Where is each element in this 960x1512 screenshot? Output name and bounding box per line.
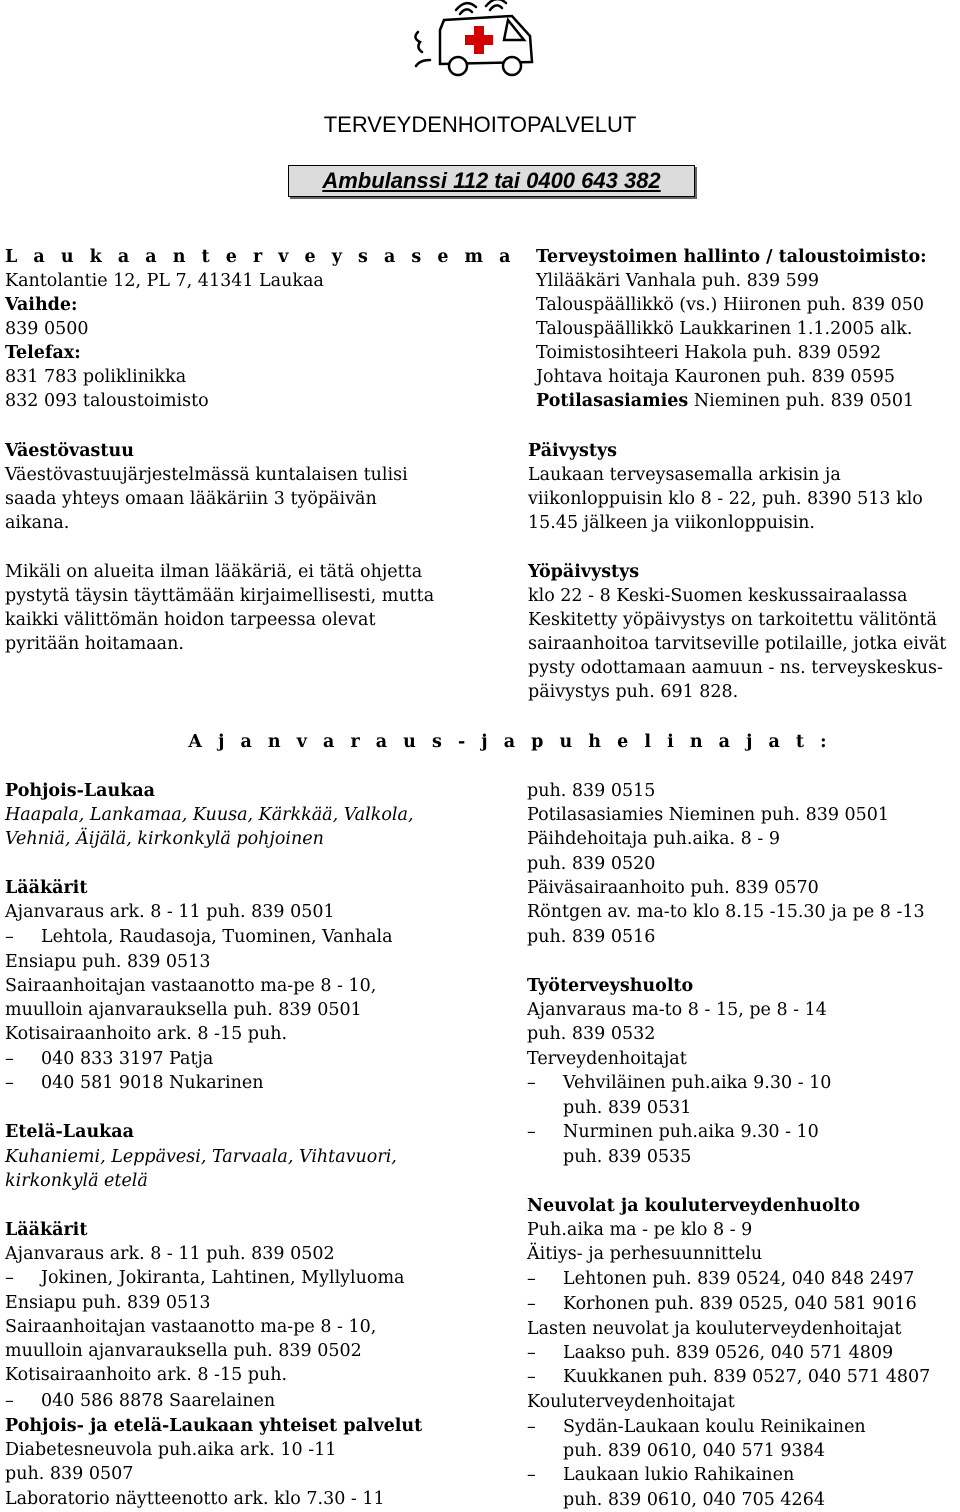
contact-line: Talouspäällikkö Laukkarinen 1.1.2005 alk.: [536, 319, 913, 339]
text-line: 15.45 jälkeen ja viikonloppuisin.: [528, 513, 815, 533]
section-heading: Työterveyshuolto: [527, 976, 694, 996]
subheading: Pohjois- ja etelä-Laukaan yhteiset palvelut: [5, 1416, 423, 1436]
list-item: – Nurminen puh.aika 9.30 - 10: [527, 1122, 819, 1142]
list-item: – 040 833 3197 Patja: [5, 1049, 214, 1069]
ambulance-number-box: Ambulanssi 112 tai 0400 643 382: [288, 165, 695, 197]
text-line: päivystys puh. 691 828.: [528, 682, 739, 702]
contact-detail: Nieminen puh. 839 0501: [688, 391, 915, 411]
contact-line: Toimistosihteeri Hakola puh. 839 0592: [536, 343, 882, 363]
text-line: puh. 839 0535: [563, 1147, 692, 1167]
text-line: kaikki välittömän hoidon tarpeessa olevat: [5, 610, 376, 630]
text-line: puh. 839 0532: [527, 1024, 656, 1044]
text-line: Lasten neuvolat ja kouluterveydenhoitajat: [527, 1319, 902, 1339]
text-line: puh. 839 0520: [527, 854, 656, 874]
dash-bullet: –: [527, 1367, 536, 1387]
label: Telefax:: [5, 343, 81, 363]
top-left-column: [5, 245, 516, 685]
text-line: aikana.: [5, 513, 70, 533]
dash-bullet: –: [5, 1073, 14, 1093]
top-right-column: [528, 245, 956, 705]
dash-bullet: –: [527, 1294, 536, 1314]
text-line: puh. 839 0516: [527, 927, 656, 947]
list-item: – Vehviläinen puh.aika 9.30 - 10: [527, 1073, 832, 1093]
list-item: – Kuukkanen puh. 839 0527, 040 571 4807: [527, 1367, 931, 1387]
text-line: Ajanvaraus ark. 8 - 11 puh. 839 0501: [5, 902, 335, 922]
text-line: Potilasasiamies Nieminen puh. 839 0501: [527, 805, 890, 825]
text-line: saada yhteys omaan lääkäriin 3 työpäivän: [5, 489, 377, 509]
list-item: – Laakso puh. 839 0526, 040 571 4809: [527, 1343, 894, 1363]
text-line: Diabetesneuvola puh.aika ark. 10 -11: [5, 1440, 337, 1460]
list-item: – Korhonen puh. 839 0525, 040 581 9016: [527, 1294, 917, 1314]
text-line: Päiväsairaanhoito puh. 839 0570: [527, 878, 819, 898]
text-line: Terveydenhoitajat: [527, 1049, 687, 1069]
list-item: – Jokinen, Jokiranta, Lahtinen, Myllyluoma: [5, 1268, 405, 1288]
text-line: puh. 839 0515: [527, 781, 656, 801]
bottom-right-column: [527, 779, 957, 1512]
text-line: Ajanvaraus ark. 8 - 11 puh. 839 0502: [5, 1244, 335, 1264]
text-line: Mikäli on alueita ilman lääkäriä, ei tätä ohjetta: [5, 562, 423, 582]
dash-bullet: –: [527, 1269, 536, 1289]
text-line: Kotisairaanhoito ark. 8 -15 puh.: [5, 1365, 288, 1385]
text-line: Väestövastuujärjestelmässä kuntalaisen tulisi: [5, 465, 408, 485]
text-line: Ajanvaraus ma-to 8 - 15, pe 8 - 14: [527, 1000, 827, 1020]
dash-bullet: –: [527, 1417, 536, 1437]
text-line: sairaanhoitoa tarvitseville potilaille, jotka eivät: [528, 634, 947, 654]
section-heading: L a u k a a n t e r v e y s a s e m a: [5, 247, 516, 267]
contact-line: Ylilääkäri Vanhala puh. 839 599: [536, 271, 820, 291]
dash-bullet: –: [527, 1122, 536, 1142]
contact-line: Talouspäällikkö (vs.) Hiironen puh. 839 050: [536, 295, 924, 315]
list-item: – Lehtola, Raudasoja, Tuominen, Vanhala: [5, 927, 393, 947]
fax: 832 093 taloustoimisto: [5, 391, 209, 411]
text-line: Laukaan terveysasemalla arkisin ja: [528, 465, 841, 485]
area-villages: Vehniä, Äijälä, kirkonkylä pohjoinen: [5, 829, 324, 849]
address: Kantolantie 12, PL 7, 41341 Laukaa: [5, 271, 324, 291]
text-line: Sairaanhoitajan vastaanotto ma-pe 8 - 10,: [5, 976, 377, 996]
contact-line: [536, 389, 914, 413]
section-heading: Neuvolat ja kouluterveydenhuolto: [527, 1196, 861, 1216]
dash-bullet: –: [527, 1073, 536, 1093]
section-heading: Päivystys: [528, 441, 617, 461]
dash-bullet: –: [527, 1343, 536, 1363]
bottom-left-column: [5, 779, 475, 1512]
list-item: – 040 586 8878 Saarelainen: [5, 1391, 276, 1411]
text-line: puh. 839 0531: [563, 1098, 692, 1118]
dash-bullet: –: [5, 1268, 14, 1288]
text-line: Puh.aika ma - pe klo 8 - 9: [527, 1220, 753, 1240]
area-villages: Haapala, Lankamaa, Kuusa, Kärkkää, Valkola,: [5, 805, 414, 825]
text-line: Päihdehoitaja puh.aika. 8 - 9: [527, 829, 780, 849]
section-heading: Yöpäivystys: [528, 562, 640, 582]
text-line: Ensiapu puh. 839 0513: [5, 1293, 211, 1313]
text-line: puh. 839 0610, 040 571 9384: [563, 1441, 825, 1461]
area-villages: Kuhaniemi, Leppävesi, Tarvaala, Vihtavuori,: [5, 1147, 397, 1167]
phone: 839 0500: [5, 319, 89, 339]
text-line: Keskitetty yöpäivystys on tarkoitettu välitöntä: [528, 610, 937, 630]
text-line: muulloin ajanvarauksella puh. 839 0502: [5, 1341, 362, 1361]
text-line: muulloin ajanvarauksella puh. 839 0501: [5, 1000, 362, 1020]
dash-bullet: –: [527, 1465, 536, 1485]
text-line: pyritään hoitamaan.: [5, 634, 184, 654]
text-line: Äitiys- ja perhesuunnittelu: [527, 1244, 763, 1264]
list-item: – Sydän-Laukaan koulu Reinikainen: [527, 1417, 866, 1437]
contact-line: Johtava hoitaja Kauronen puh. 839 0595: [536, 367, 895, 387]
list-item: – 040 581 9018 Nukarinen: [5, 1073, 264, 1093]
text-line: Sairaanhoitajan vastaanotto ma-pe 8 - 10,: [5, 1317, 377, 1337]
list-item: – Lehtonen puh. 839 0524, 040 848 2497: [527, 1269, 915, 1289]
subheading: Lääkärit: [5, 1220, 88, 1240]
label: Potilasasiamies: [536, 391, 689, 411]
fax: 831 783 poliklinikka: [5, 367, 187, 387]
area-heading: Etelä-Laukaa: [5, 1122, 134, 1142]
text-line: Röntgen av. ma-to klo 8.15 -15.30 ja pe 8 -13: [527, 902, 925, 922]
ambulance-icon: [400, 0, 550, 80]
section-heading: Terveystoimen hallinto / taloustoimisto:: [536, 247, 927, 267]
text-line: pystytä täysin täyttämään kirjaimellisesti, mutta: [5, 586, 435, 606]
list-item: – Laukaan lukio Rahikainen: [527, 1465, 795, 1485]
subheading: Lääkärit: [5, 878, 88, 898]
area-villages: kirkonkylä etelä: [5, 1171, 148, 1191]
text-line: puh. 839 0507: [5, 1464, 134, 1484]
text-line: Ensiapu puh. 839 0513: [5, 952, 211, 972]
label: Vaihde:: [5, 295, 78, 315]
dash-bullet: –: [5, 1049, 14, 1069]
section-heading: A j a n v a r a u s - j a p u h e l i n a j a t :: [188, 732, 832, 752]
text-line: Kotisairaanhoito ark. 8 -15 puh.: [5, 1024, 288, 1044]
section-heading: Väestövastuu: [5, 441, 134, 461]
text-line: Kouluterveydenhoitajat: [527, 1392, 735, 1412]
area-heading: Pohjois-Laukaa: [5, 781, 156, 801]
dash-bullet: –: [5, 1391, 14, 1411]
page-title: TERVEYDENHOITOPALVELUT: [323, 112, 637, 137]
text-line: Laboratorio näytteenotto ark. klo 7.30 - 11: [5, 1489, 385, 1509]
dash-bullet: –: [5, 927, 14, 947]
text-line: klo 22 - 8 Keski-Suomen keskussairaalassa: [528, 586, 908, 606]
text-line: viikonloppuisin klo 8 - 22, puh. 8390 513 klo: [528, 489, 923, 509]
text-line: puh. 839 0610, 040 705 4264: [563, 1490, 825, 1510]
text-line: pysty odottamaan aamuun - ns. terveyskeskus-: [528, 658, 943, 678]
